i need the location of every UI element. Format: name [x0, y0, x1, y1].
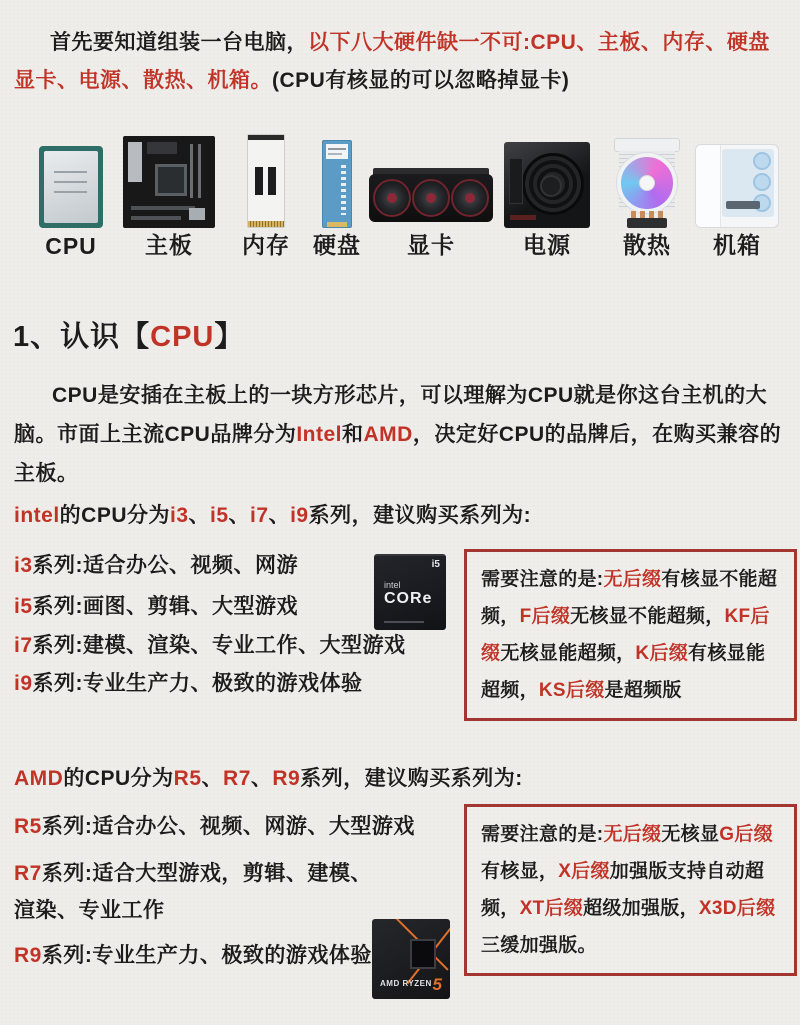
hardware-item-motherboard [116, 122, 222, 260]
intel-note-line: 超频，KS后缀是超频版 [481, 680, 682, 701]
intel-box-brand: intel [384, 580, 401, 590]
intel-i7-line: i7系列:建模、渲染、专业工作、大型游戏 [14, 634, 406, 657]
hardware-item-ram [234, 122, 298, 260]
hardware-item-gpu [362, 122, 500, 260]
intel-box-badge: i5 [431, 559, 440, 570]
amd-box-badge: 5 [432, 975, 442, 994]
amd-r7-line: R7系列:适合大型游戏，剪辑、建模、 [14, 862, 372, 885]
intel-cpu-box-image [374, 554, 446, 630]
amd-note-line: 需要注意的是:无后缀无核显G后缀 [481, 824, 773, 845]
hardware-label: 硬盘 [313, 232, 361, 258]
psu-image [504, 126, 590, 228]
mobo-io-heatsink [128, 142, 142, 182]
hardware-item-case [690, 122, 784, 260]
mobo-chipset [189, 208, 205, 220]
mobo-ram-slot [190, 144, 193, 198]
ssd-markings [341, 165, 346, 215]
ram-stick-icon [247, 134, 285, 228]
intel-note-box [464, 549, 797, 721]
case-fan [753, 173, 771, 191]
gpu-fan [373, 179, 411, 217]
ssd-label [326, 144, 348, 159]
hardware-label: 主板 [145, 232, 193, 258]
intel-i9-line: i9系列:专业生产力、极致的游戏体验 [14, 672, 363, 695]
ssd-connector [327, 222, 347, 227]
amd-note-line: 三缓加强版。 [481, 935, 597, 956]
ssd-label-line [328, 148, 346, 150]
cooler-top-cap [614, 138, 680, 152]
case-front-panel [696, 145, 721, 227]
cooler-image [611, 126, 683, 228]
amd-r9-line: R9系列:专业生产力、极致的游戏体验 [14, 944, 372, 967]
amd-series-intro: AMD的CPU分为R5、R7、R9系列，建议购买系列为: [14, 767, 523, 790]
amd-r7-line-wrap: 渲染、专业工作 [14, 899, 165, 922]
ram-chip [255, 167, 263, 195]
cpu-description-paragraph: CPU是安插在主板上的一块方形芯片，可以理解为CPU就是你这台主机的大脑。市面上主流CPU品牌分为Intel和AMD，决定好CPU的品牌后，在购买兼容的主板。 [14, 384, 782, 485]
intel-note-line: 需要注意的是:无后缀有核显不能超 [481, 569, 778, 590]
cpu-etch-line [54, 181, 87, 183]
ram-image [247, 126, 285, 228]
psu-logo [510, 215, 536, 220]
case-fan [753, 152, 771, 170]
hardware-label: 内存 [242, 232, 290, 258]
mobo-ram-slot [198, 144, 201, 198]
gpu-fan [451, 179, 489, 217]
cooler-base [627, 218, 667, 228]
psu-icon [504, 142, 590, 228]
hardware-item-cpu [26, 122, 116, 260]
intel-box-subtext [384, 621, 424, 623]
ram-clip [248, 135, 284, 140]
hardware-label: 显卡 [407, 232, 455, 258]
cpu-etch-line [54, 171, 87, 173]
cpu-heat-spreader [44, 151, 98, 223]
gpu-icon [369, 168, 493, 228]
intel-note-line: 频，F后缀无核显不能超频，KF后 [481, 606, 770, 627]
case-window [722, 149, 774, 217]
cpu-chip-image [39, 126, 103, 228]
intel-i5-line: i5系列:画图、剪辑、大型游戏 [14, 595, 299, 618]
ssd-label-line [328, 153, 342, 155]
cooler-fan-hub [639, 175, 655, 191]
intel-box-product: CORe [384, 590, 433, 607]
mobo-pcie-slot [131, 216, 181, 220]
ram-pins [248, 221, 284, 227]
cooler-icon [611, 138, 683, 228]
amd-cpu-box-image [372, 919, 450, 999]
motherboard-icon [123, 136, 215, 228]
intro-paragraph: 首先要知道组装一台电脑，以下八大硬件缺一不可:CPU、主板、内存、硬盘显卡、电源、散热、机箱。(CPU有核显的可以忽略掉显卡) [14, 31, 770, 92]
mobo-pcie-slot [131, 206, 195, 210]
amd-r5-line: R5系列:适合办公、视频、网游、大型游戏 [14, 815, 415, 838]
hardware-label: 电源 [523, 232, 571, 258]
cpu-etch-line [54, 191, 87, 193]
ssd-icon [322, 140, 352, 228]
intel-note-line: 缀无核显能超频，K后缀有核显能 [481, 643, 766, 664]
section-heading: 1、认识【CPU】 [13, 321, 245, 353]
hardware-item-ssd [306, 122, 368, 260]
amd-note-line: 频，XT后缀超级加强版，X3D后缀 [481, 898, 776, 919]
hardware-label: 散热 [623, 232, 671, 258]
intel-i3-line: i3系列:适合办公、视频、网游 [14, 554, 299, 577]
psu-fan-hub [540, 175, 562, 197]
gpu-image [369, 126, 493, 228]
hardware-item-psu [498, 122, 596, 260]
case-icon [695, 144, 779, 228]
case-image [695, 126, 779, 228]
intel-series-intro: intel的CPU分为i3、i5、i7、i9系列，建议购买系列为: [14, 504, 532, 527]
ssd-image [322, 126, 352, 228]
mobo-socket [155, 164, 187, 196]
amd-note-line: 有核显，X后缀加强版支持自动超 [481, 861, 765, 882]
ram-chip [268, 167, 276, 195]
hardware-label: CPU [45, 233, 97, 259]
mobo-vrm [147, 142, 177, 154]
motherboard-image [123, 126, 215, 228]
amd-box-cpu-window [410, 939, 436, 969]
cpu-chip-icon [39, 146, 103, 228]
amd-box-brand: AMD RYZEN [380, 979, 432, 988]
gpu-fan [412, 179, 450, 217]
psu-connector-panel [509, 158, 523, 204]
hardware-item-cooler [604, 122, 690, 260]
case-gpu-silhouette [726, 201, 760, 209]
amd-note-box [464, 804, 797, 976]
hardware-label: 机箱 [713, 232, 761, 258]
